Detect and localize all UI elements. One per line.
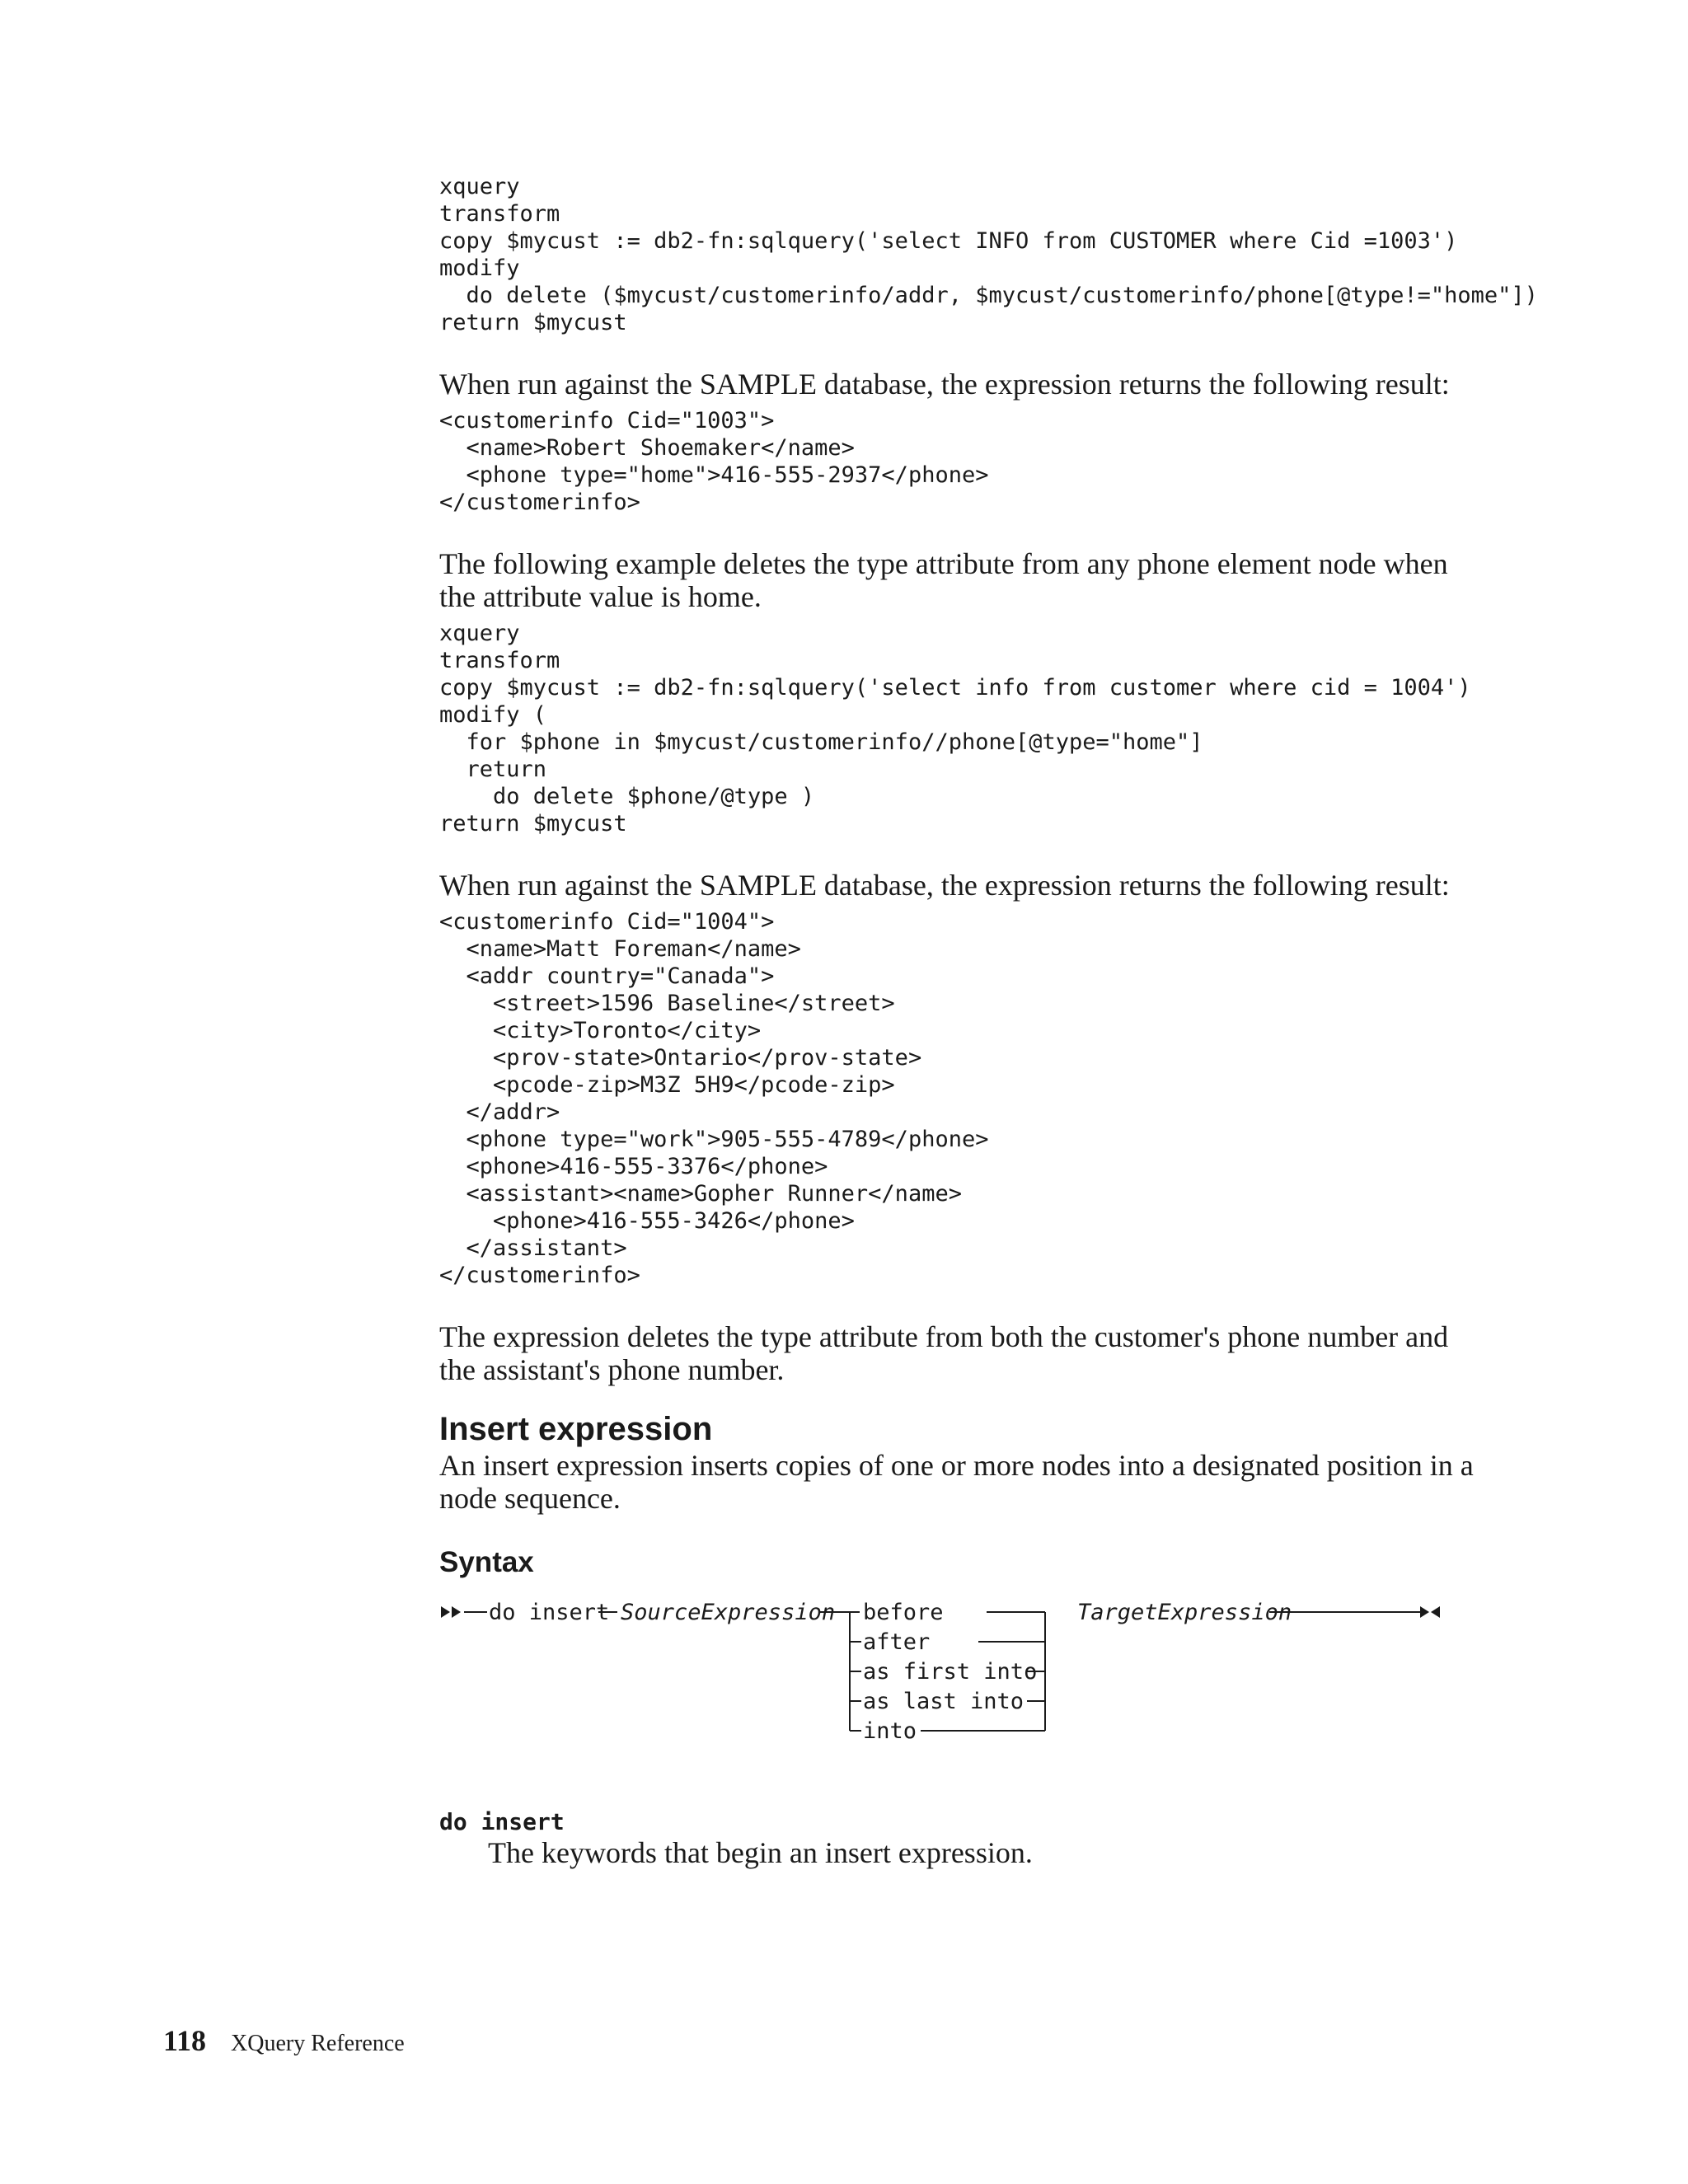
syntax-diagram xyxy=(439,1602,1478,1767)
syntax-target-expression: TargetExpression xyxy=(1077,1602,1292,1625)
syntax-keyword-do-insert: do insert xyxy=(489,1602,610,1625)
page-content xyxy=(439,173,1538,1869)
syntax-option-into: into xyxy=(863,1718,917,1744)
syntax-option-after: after xyxy=(863,1629,931,1655)
code-result-1004: <customerinfo Cid="1004"> <name>Matt Foreman</name> <addr country="Canada"> <street>1596 Baseline</street> <city>Toronto</city> <prov-state>Ontario</prov-state> <pcode-zip>M3Z 5H9</pcode-zip> </addr> <phone type="work">905-555-4789</phone> <phone>416-555-3376</phone> <assistant><name>Gopher Runner</name> <phone>416-555-3426</phone> </assistant> </customerinfo> xyxy=(439,909,989,1288)
footer-title: XQuery Reference xyxy=(231,2031,405,2056)
syntax-heading: Syntax xyxy=(439,1546,534,1578)
paragraph-result-intro-2: When run against the SAMPLE database, the expression returns the following result: xyxy=(439,869,1450,902)
code-example-delete-type: xquery transform copy $mycust := db2-fn:sqlquery('select info from customer where cid = 1004') modify ( for $phone in $mycust/customerinfo//phone[@type="home"] return do delete $phone/@type ) return $mycust xyxy=(439,621,1471,837)
paragraph-insert-intro: An insert expression inserts copies of one or more nodes into a designated position in a node sequence. xyxy=(439,1449,1474,1515)
paragraph-expression-summary: The expression deletes the type attribute from both the customer's phone number and the assistant's phone number. xyxy=(439,1320,1449,1386)
page-number: 118 xyxy=(163,2024,207,2057)
insert-expression-heading: Insert expression xyxy=(439,1411,713,1447)
syntax-start-marker xyxy=(441,1606,450,1618)
syntax-railroad-svg xyxy=(439,1602,1478,1767)
syntax-option-as-first-into: as first into xyxy=(863,1659,1038,1685)
syntax-option-as-last-into: as last into xyxy=(863,1689,1025,1714)
syntax-source-expression: SourceExpression xyxy=(621,1602,836,1625)
paragraph-result-intro-1: When run against the SAMPLE database, the expression returns the following result: xyxy=(439,368,1450,401)
definition-do-insert: The keywords that begin an insert expression. xyxy=(488,1836,1033,1869)
code-result-1003: <customerinfo Cid="1003"> <name>Robert Shoemaker</name> <phone type="home">416-555-2937</phone> </customerinfo> xyxy=(439,408,989,515)
paragraph-delete-type-attribute: The following example deletes the type attribute from any phone element node when the attribute value is home. xyxy=(439,547,1448,613)
syntax-end-marker xyxy=(1420,1606,1429,1618)
syntax-option-before: before xyxy=(863,1602,944,1625)
code-example-delete-addr: xquery transform copy $mycust := db2-fn:sqlquery('select INFO from CUSTOMER where Cid =1003') modify do delete ($mycust/customerinfo/addr, $mycust/customerinfo/phone[@type!="home"]) return $mycust xyxy=(439,174,1538,335)
definition-term-do-insert: do insert xyxy=(439,1808,565,1835)
page-footer xyxy=(163,2023,405,2058)
